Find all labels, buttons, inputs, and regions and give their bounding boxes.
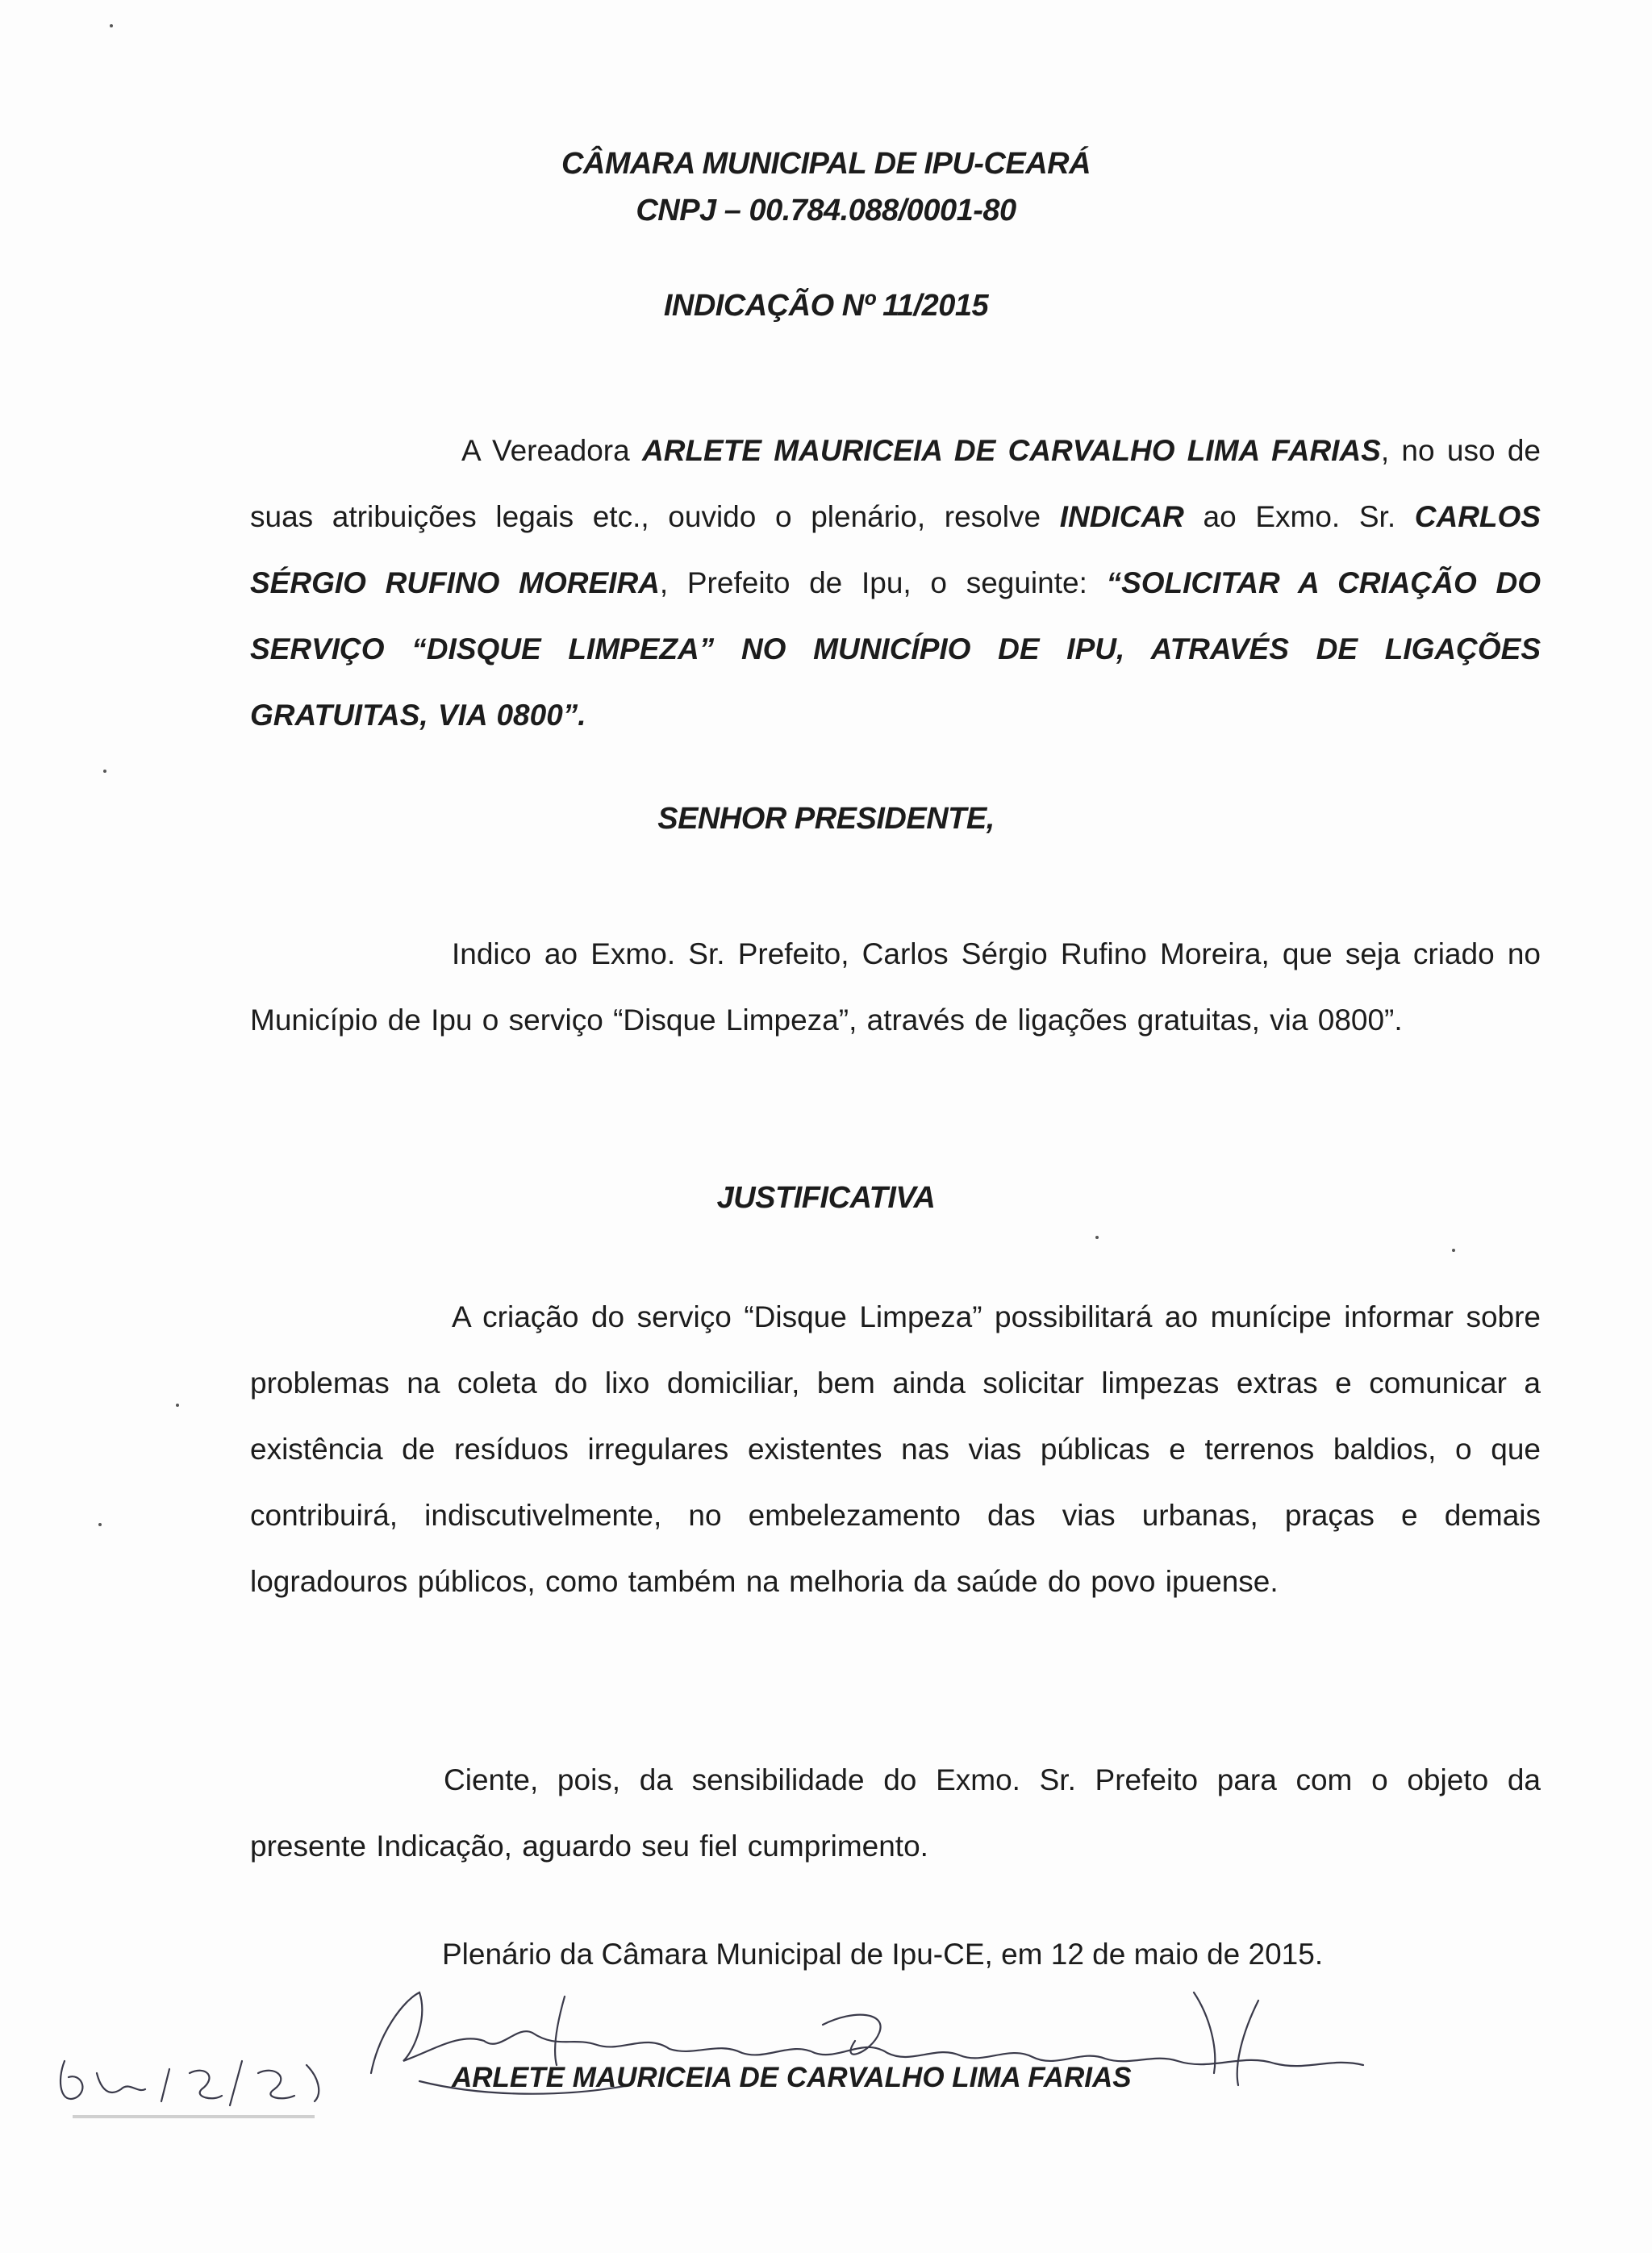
indicar-keyword: INDICAR <box>1059 500 1184 533</box>
closing-paragraph: Ciente, pois, da sensibilidade do Exmo. Sr. Prefeito para com o objeto da presente Indicação, aguardo seu fiel cumprimento. <box>250 1763 1541 1863</box>
scan-speck <box>176 1404 179 1407</box>
indication-paragraph: Indico ao Exmo. Sr. Prefeito, Carlos Sérgio Rufino Moreira, que seja criado no Município de Ipu o serviço “Disque Limpeza”, através de ligações gratuitas, via 0800”. <box>250 937 1541 1037</box>
institution-title: CÂMARA MUNICIPAL DE IPU-CEARÁ <box>561 147 1091 181</box>
councilwoman-name: ARLETE MAURICEIA DE CARVALHO LIMA FARIAS <box>642 434 1381 467</box>
request-text: “SOLICITAR A CRIAÇÃO DO SERVIÇO “DISQUE LIMPEZA” NO MUNICÍPIO DE IPU, ATRAVÉS DE LIGAÇÕES GRATUITAS, VIA 0800”. <box>250 566 1541 732</box>
intro-paragraph: A Vereadora ARLETE MAURICEIA DE CARVALHO LIMA FARIAS, no uso de suas atribuições legais etc., ouvido o plenário, resolve INDICAR ao Exmo. Sr. CARLOS SÉRGIO RUFINO MOREIRA, Prefeito de Ipu, o seguinte: “SOLICITAR A CRIAÇÃO DO SERVIÇO “DISQUE LIMPEZA” NO MUNICÍPIO DE IPU, ATRAVÉS DE LIGAÇÕES GRATUITAS, VIA 0800”. <box>250 434 1541 732</box>
salutation: SENHOR PRESIDENTE, <box>657 802 995 836</box>
mayor-name: CARLOS SÉRGIO RUFINO MOREIRA <box>250 500 1541 599</box>
scan-speck <box>103 770 106 773</box>
justificativa-paragraph: A criação do serviço “Disque Limpeza” possibilitará ao munícipe informar sobre problemas na coleta do lixo domiciliar, bem ainda solicitar limpezas extras e comunicar a existência de resíduos irregulares existentes nas vias públicas e terrenos baldios, o que contribuirá, indiscutivelmente, no embelezamento das vias urbanas, praças e demais logradouros públicos, como também na melhoria da saúde do povo ipuense. <box>250 1300 1541 1598</box>
scan-speck <box>98 1523 102 1526</box>
cnpj-line: CNPJ – 00.784.088/0001-80 <box>636 194 1016 227</box>
indicacao-number: INDICAÇÃO Nº 11/2015 <box>663 289 989 323</box>
justificativa-title: JUSTIFICATIVA <box>716 1181 936 1215</box>
place-date: Plenário da Câmara Municipal de Ipu-CE, em 12 de maio de 2015. <box>442 1938 1324 1971</box>
scan-speck <box>1095 1236 1099 1239</box>
scan-speck <box>1452 1249 1455 1252</box>
scan-speck <box>110 24 113 27</box>
signature-name: ARLETE MAURICEIA DE CARVALHO LIMA FARIAS <box>452 2062 1132 2093</box>
